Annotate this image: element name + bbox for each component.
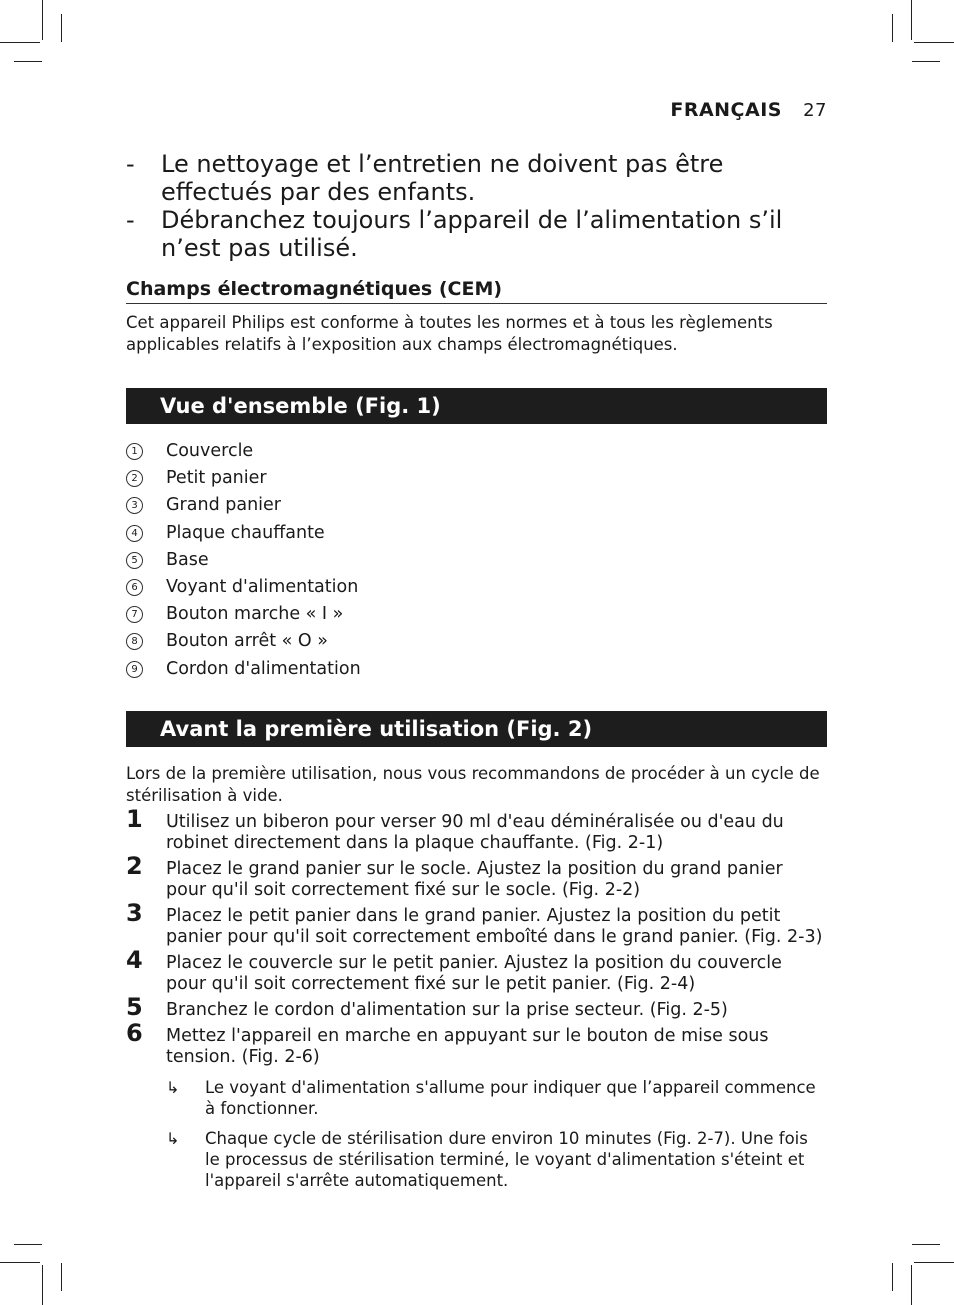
list-item [126, 520, 827, 547]
step-item [126, 851, 827, 901]
list-item [126, 492, 827, 519]
step-number: 2 [126, 851, 143, 880]
part-number: 7 [126, 606, 143, 623]
part-label: Base [166, 549, 209, 570]
result-text: Le voyant d'alimentation s'allume pour indiquer que l’appareil commence à fonctionner. [205, 1077, 816, 1118]
result-item [126, 1077, 827, 1119]
page-header [670, 99, 827, 121]
intro-list [126, 150, 827, 262]
step-text: Placez le couvercle sur le petit panier. Ajustez la position du couvercle pour qu'il soit correctement fixé sur le petit panier. (Fig. 2-4) [166, 952, 782, 994]
step-text: Placez le petit panier dans le grand panier. Ajustez la position du petit panier pour qu'il soit correctement emboîté dans le grand panier. (Fig. 2-3) [166, 905, 823, 947]
part-number: 8 [126, 633, 143, 650]
step-item [126, 1018, 827, 1068]
part-label: Bouton marche « I » [166, 604, 344, 625]
step-number: 6 [126, 1018, 143, 1047]
dash-bullet: - [126, 150, 135, 178]
emf-heading: Champs électromagnétiques (CEM) [126, 278, 827, 304]
list-item-text: Le nettoyage et l’entretien ne doivent pas être effectués par des enfants. [161, 150, 724, 206]
step-number: 1 [126, 804, 143, 833]
step-item [126, 945, 827, 995]
part-label: Voyant d'alimentation [166, 576, 359, 597]
steps-list [126, 804, 827, 1068]
step-text: Branchez le cordon d'alimentation sur la prise secteur. (Fig. 2-5) [166, 999, 728, 1020]
parts-list [126, 438, 827, 683]
page-number: 27 [803, 100, 827, 121]
list-item [126, 574, 827, 601]
step-item [126, 804, 827, 854]
part-label: Bouton arrêt « O » [166, 631, 328, 652]
results-list [126, 1077, 827, 1191]
page-content [126, 150, 827, 1191]
list-item [126, 438, 827, 465]
list-item [126, 547, 827, 574]
part-number: 5 [126, 552, 143, 569]
arrow-icon: ↳ [166, 1077, 180, 1097]
language-label: FRANÇAIS [670, 99, 782, 121]
step-number: 3 [126, 898, 143, 927]
first-use-heading: Avant la première utilisation (Fig. 2) [126, 711, 827, 747]
part-number: 2 [126, 470, 143, 487]
part-number: 6 [126, 579, 143, 596]
list-item [126, 465, 827, 492]
dash-bullet: - [126, 206, 135, 234]
list-item [126, 206, 827, 262]
part-label: Plaque chauffante [166, 522, 325, 543]
step-number: 5 [126, 992, 143, 1021]
list-item-text: Débranchez toujours l’appareil de l’alimentation s’il n’est pas utilisé. [161, 206, 783, 262]
step-text: Utilisez un biberon pour verser 90 ml d'eau déminéralisée ou d'eau du robinet directement dans la plaque chauffante. (Fig. 2-1) [166, 811, 784, 853]
list-item [126, 656, 827, 683]
part-label: Grand panier [166, 495, 281, 516]
step-item [126, 992, 827, 1021]
list-item [126, 601, 827, 628]
part-number: 9 [126, 661, 143, 678]
step-text: Mettez l'appareil en marche en appuyant sur le bouton de mise sous tension. (Fig. 2-6) [166, 1025, 769, 1067]
part-number: 4 [126, 525, 143, 542]
arrow-icon: ↳ [166, 1128, 180, 1148]
part-number: 3 [126, 497, 143, 514]
list-item [126, 628, 827, 655]
step-item [126, 898, 827, 948]
result-item [126, 1128, 827, 1191]
part-number: 1 [126, 443, 143, 460]
first-use-intro: Lors de la première utilisation, nous vous recommandons de procéder à un cycle de stérilisation à vide. [126, 763, 820, 805]
step-text: Placez le grand panier sur le socle. Ajustez la position du grand panier pour qu'il soit correctement fixé sur le socle. (Fig. 2-2) [166, 858, 783, 900]
list-item [126, 150, 827, 206]
step-number: 4 [126, 945, 143, 974]
part-label: Petit panier [166, 468, 267, 489]
overview-heading: Vue d'ensemble (Fig. 1) [126, 388, 827, 424]
result-text: Chaque cycle de stérilisation dure environ 10 minutes (Fig. 2-7). Une fois le processus de stérilisation terminé, le voyant d'alimentation s'éteint et l'appareil s'arrête automatiquement. [205, 1128, 808, 1190]
emf-text: Cet appareil Philips est conforme à toutes les normes et à tous les règlements applicables relatifs à l’exposition aux champs électromagnétiques. [126, 313, 773, 354]
part-label: Couvercle [166, 441, 254, 461]
part-label: Cordon d'alimentation [166, 658, 361, 679]
